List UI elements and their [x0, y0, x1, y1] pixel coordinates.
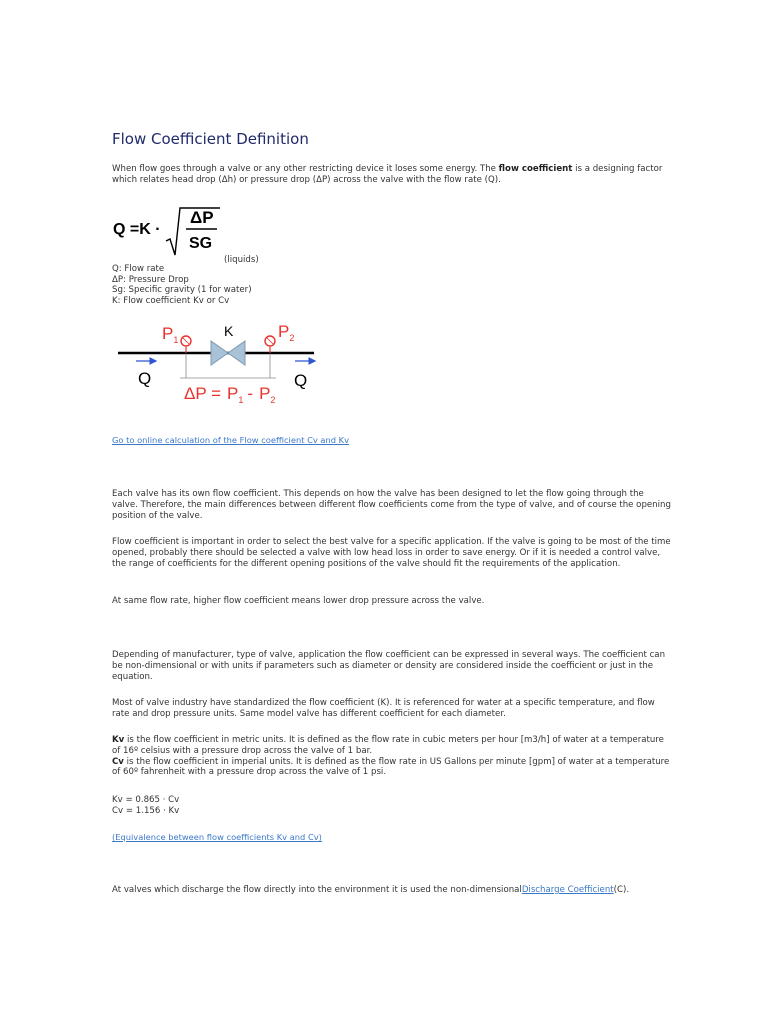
cv-definition: is the flow coefficient in imperial units. It is defined as the flow rate in US Gallons per minute [gpm] of water at a temperature of 60º fahrenheit with a pressure drop across the valve of 1 psi. [112, 756, 670, 778]
dp-p2: P [259, 384, 271, 403]
intro-paragraph [112, 164, 672, 186]
dp-minus: - [247, 384, 254, 403]
online-calculation-link[interactable]: Go to online calculation of the Flow coefficient Cv and Kv [112, 435, 350, 445]
p1-label [162, 324, 178, 345]
pressure-drop-equation [184, 384, 275, 405]
valve-body-right [228, 341, 245, 365]
valve-diagram [112, 320, 317, 408]
definition-item: K: Flow coefficient Kv or Cv [112, 295, 230, 306]
p1-letter: P [162, 324, 174, 343]
bracket-left [180, 355, 186, 378]
flow-coefficient-formula [112, 205, 252, 260]
formula-denominator: SG [189, 235, 213, 252]
valve-own-coefficient-paragraph: Each valve has its own flow coefficient. This depends on how the valve has been designed to let the flow going through the valve. Therefore, the main differences between different flow coefficients come from the type of valve, and of course the opening position of the valve. [112, 489, 671, 521]
definition-item: Q: Flow rate [112, 264, 165, 274]
flow-label-left: Q [138, 369, 152, 388]
manufacturer-paragraph: Depending of manufacturer, type of valve, application the flow coefficient can be expressed in several ways. The coefficient can be non-dimensional or with units if parameters such as diameter or density are considered inside the coefficient or just in the equation. [112, 650, 666, 682]
variable-definitions [112, 264, 252, 306]
kv-cv-definition-paragraph [112, 735, 672, 778]
flow-label-right: Q [294, 371, 308, 390]
page-title: Flow Coefficient Definition [112, 130, 309, 148]
dp-p2-subscript: 2 [270, 395, 276, 405]
same-flow-paragraph: At same flow rate, higher flow coefficient means lower drop pressure across the valve. [112, 596, 485, 606]
coefficient-importance-paragraph: Flow coefficient is important in order to select the best valve for a specific application. If the valve is going to be most of the time opened, probably there should be selected a valve with low head loss in order to save energy. Or if it is needed a control valve, the range of coefficients for the different opening positions of the valve should fit the requirements of the application. [112, 537, 671, 569]
dp-lhs: ΔP = [184, 384, 222, 403]
equation-kv: Kv = 0.865 · Cv [112, 795, 180, 805]
p2-label [278, 322, 294, 343]
dp-p1-subscript: 1 [238, 395, 244, 405]
p2-letter: P [278, 322, 290, 341]
valve-k-label: K [224, 323, 234, 339]
valve-body-left [211, 341, 228, 365]
p1-subscript: 1 [173, 335, 179, 345]
definition-item: ΔP: Pressure Drop [112, 274, 189, 285]
conversion-equations [112, 795, 179, 817]
formula-numerator: ΔP [190, 208, 214, 227]
intro-text-2: is a designing factor which relates head drop (Δh) or pressure drop (ΔP) across the valve with the flow rate (Q). [112, 164, 663, 185]
formula-lhs: Q =K · [113, 221, 161, 238]
intro-text-1: When flow goes through a valve or any other restricting device it loses some energy. The [112, 164, 499, 174]
definition-item: Sg: Specific gravity (1 for water) [112, 285, 252, 296]
equivalence-link[interactable]: (Equivalence between flow coefficients Kv and Cv) [112, 832, 322, 842]
dp-p1: P [227, 384, 239, 403]
kv-definition: is the flow coefficient in metric units. It is defined as the flow rate in cubic meters per hour [m3/h] of water at a temperature of 16º celsius with a pressure drop across the valve of 1 bar. [112, 735, 664, 756]
bracket-right [270, 355, 276, 378]
formula-note: (liquids) [224, 255, 259, 265]
discharge-suffix: (C). [613, 885, 630, 895]
discharge-coefficient-link[interactable]: Discharge Coefficient [521, 885, 614, 895]
discharge-paragraph [112, 885, 672, 896]
cv-term: Cv [112, 756, 124, 767]
discharge-text: At valves which discharge the flow directly into the environment it is used the non-dimensional [112, 885, 522, 895]
intro-bold-term: flow coefficient [498, 164, 573, 174]
p2-subscript: 2 [289, 333, 295, 343]
industry-standard-paragraph: Most of valve industry have standardized the flow coefficient (K). It is referenced for water at a specific temperature, and flow rate and drop pressure units. Same model valve has different coefficient for each diameter. [112, 698, 655, 719]
equation-cv: Cv = 1.156 · Kv [112, 805, 180, 816]
kv-term: Kv [112, 735, 125, 745]
